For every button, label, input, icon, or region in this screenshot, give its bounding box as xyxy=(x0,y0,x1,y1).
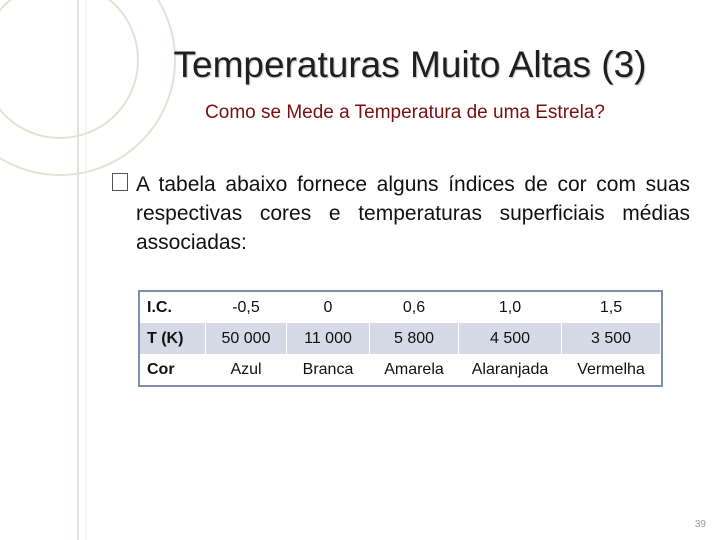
square-bullet-icon xyxy=(112,173,128,191)
table-cell: Azul xyxy=(206,354,287,385)
table-cell: 5 800 xyxy=(370,323,459,354)
page-number: 39 xyxy=(694,519,706,530)
table-cell: 50 000 xyxy=(206,323,287,354)
table-cell: -0,5 xyxy=(206,292,287,323)
table-row xyxy=(140,292,661,323)
row-header: T (K) xyxy=(140,323,206,354)
table-cell: Vermelha xyxy=(562,354,661,385)
table-cell: 0 xyxy=(287,292,370,323)
decor-circle-large xyxy=(0,0,175,175)
table-cell: Alaranjada xyxy=(459,354,562,385)
bullet-paragraph xyxy=(112,170,690,257)
table-cell: Amarela xyxy=(370,354,459,385)
table-cell: 1,5 xyxy=(562,292,661,323)
row-header: Cor xyxy=(140,354,206,385)
table-cell: 0,6 xyxy=(370,292,459,323)
row-header: I.C. xyxy=(140,292,206,323)
table-cell: Branca xyxy=(287,354,370,385)
table-row xyxy=(140,354,661,385)
bullet-text: A tabela abaixo fornece alguns índices de cor com suas respectivas cores e temperaturas superficiais médias associadas: xyxy=(136,173,690,254)
table-cell: 4 500 xyxy=(459,323,562,354)
color-index-table xyxy=(138,290,663,387)
slide-title: Temperaturas Muito Altas (3) xyxy=(173,44,647,85)
table-cell: 11 000 xyxy=(287,323,370,354)
slide-subtitle: Como se Mede a Temperatura de uma Estrela? xyxy=(205,102,605,123)
table-cell: 1,0 xyxy=(459,292,562,323)
table-row xyxy=(140,323,661,354)
table-cell: 3 500 xyxy=(562,323,661,354)
